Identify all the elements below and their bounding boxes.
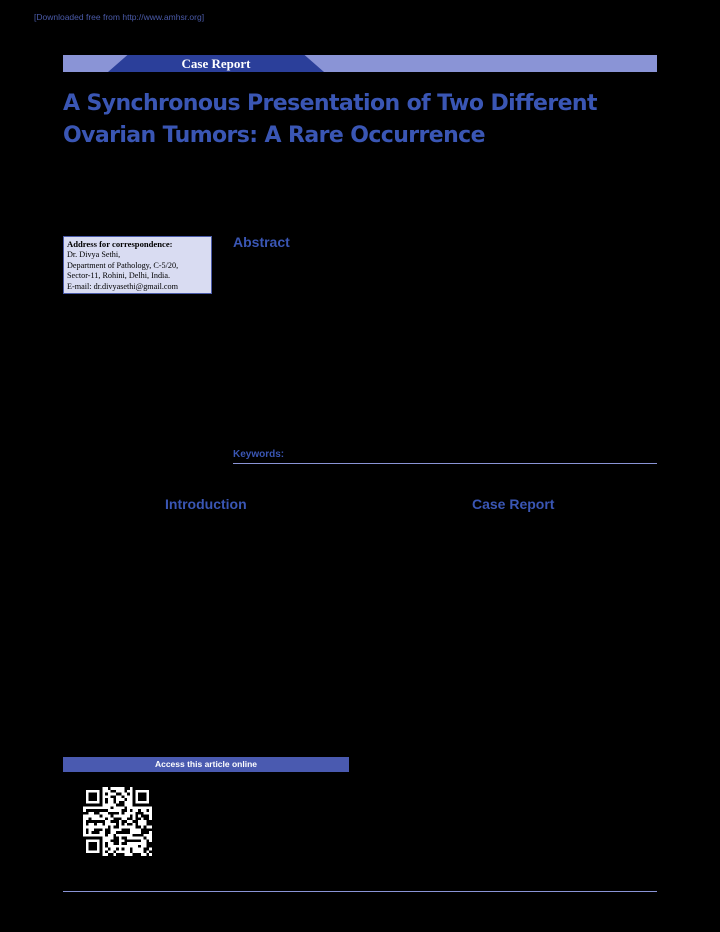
article-title-line-2: Ovarian Tumors: A Rare Occurrence	[63, 123, 485, 148]
keywords-label: Keywords:	[233, 449, 285, 460]
case-report-heading: Case Report	[472, 496, 555, 512]
introduction-heading: Introduction	[165, 496, 247, 512]
footer-divider	[63, 891, 657, 892]
correspondence-heading: Address for correspondence:	[67, 239, 173, 249]
keywords-divider	[233, 463, 657, 464]
article-title	[63, 88, 663, 152]
section-label: Case Report	[181, 56, 251, 71]
correspondence-line: Dr. Divya Sethi,	[67, 250, 121, 259]
abstract-heading: Abstract	[233, 234, 290, 250]
correspondence-box	[63, 236, 212, 294]
download-note: [Downloaded free from http://www.amhsr.org]	[34, 12, 205, 22]
access-article-online-bar: Access this article online	[63, 757, 349, 772]
qr-code-icon[interactable]	[83, 787, 152, 856]
article-title-line-1: A Synchronous Presentation of Two Different	[63, 91, 597, 116]
correspondence-line: Department of Pathology, C-5/20,	[67, 260, 179, 270]
correspondence-line: Sector-11, Rohini, Delhi, India.	[67, 271, 170, 280]
correspondence-email[interactable]: E-mail: dr.divyasethi@gmail.com	[67, 281, 178, 291]
